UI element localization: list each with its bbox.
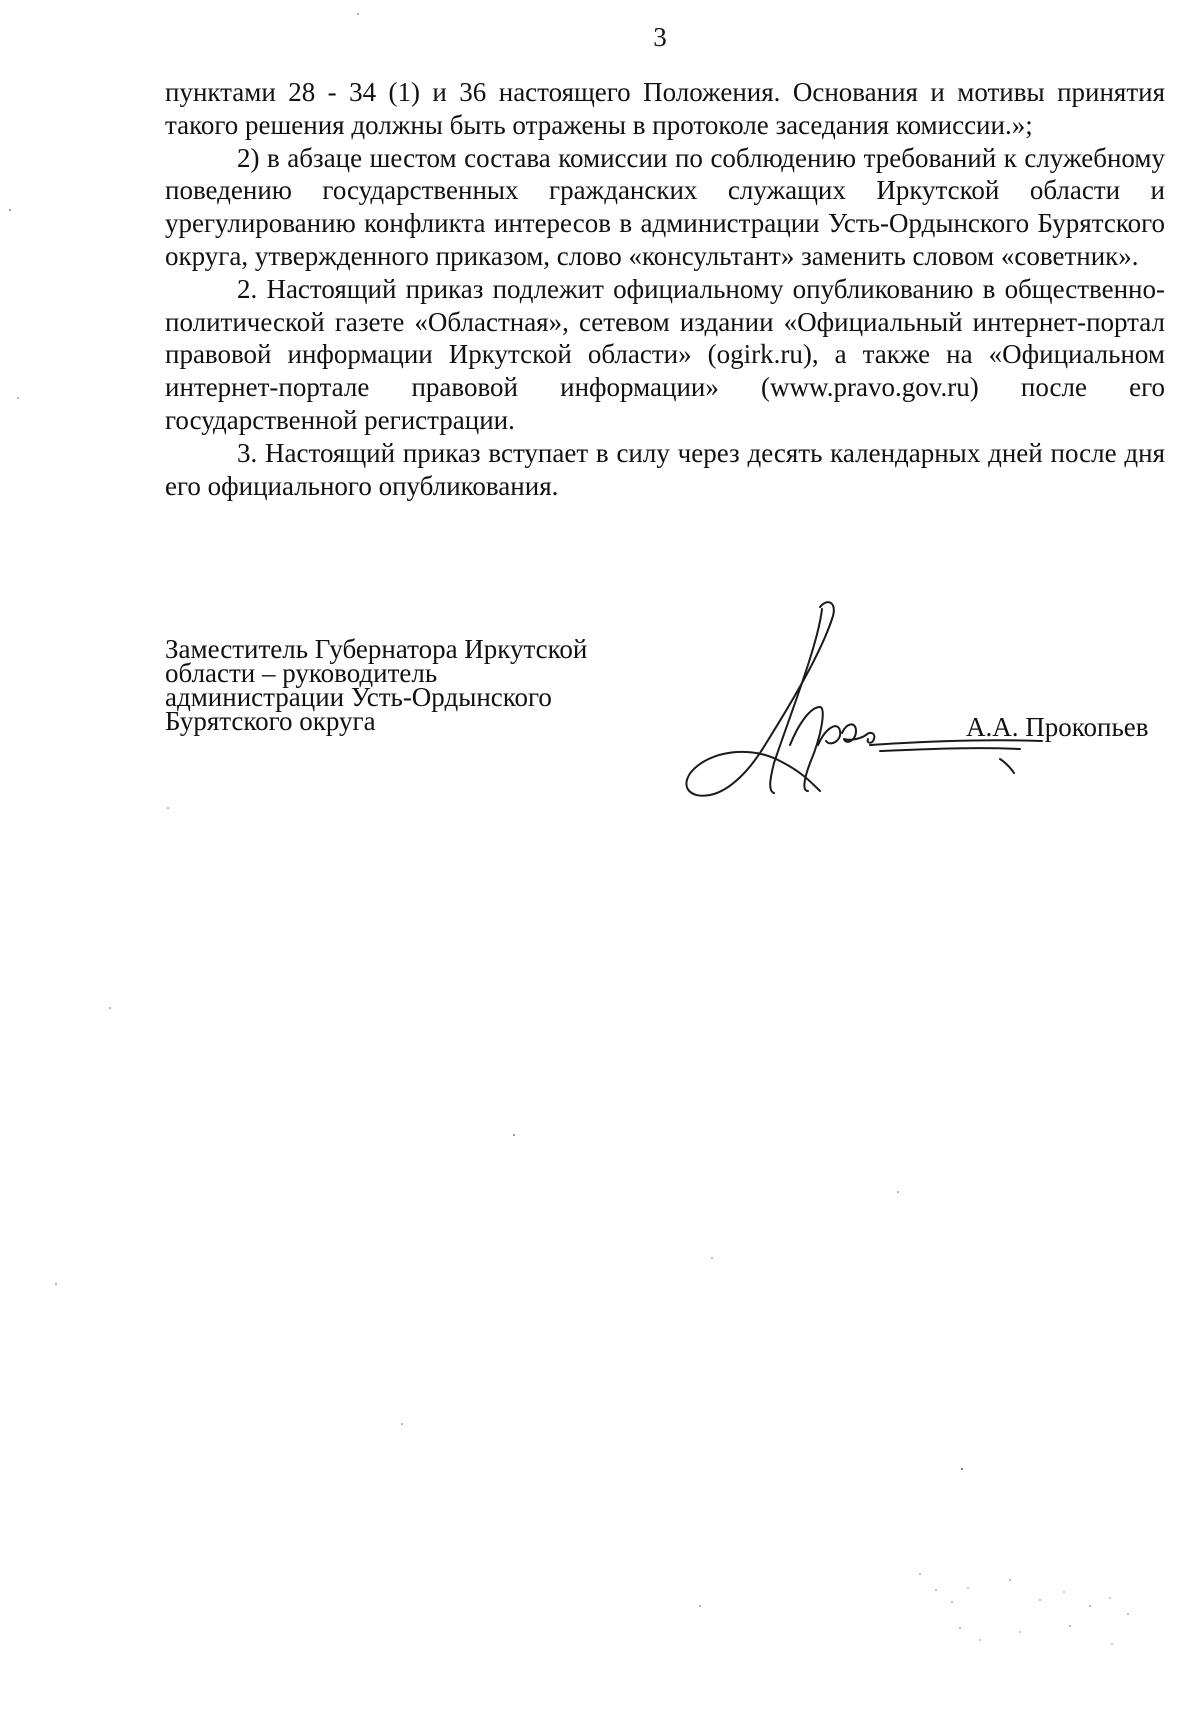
signatory-title xyxy=(165,634,588,736)
signatory-name: А.А. Прокопьев xyxy=(966,712,1149,742)
signatory-title-line: Бурятского округа xyxy=(165,706,376,736)
paragraph-item-2: 2. Настоящий приказ подлежит официальному опубликованию в общественно-политической газете «Областная», сетевом издании «Официальный интернет-портал правовой информации Иркутской области» (ogirk.ru), а также на «Официальном интернет-портале правовой информации» (www.pravo.gov.ru) после его государственной регистрации. xyxy=(165,273,1165,435)
paragraph-item-2-sub: 2) в абзаце шестом состава комиссии по соблюдению требований к служебному поведению государственных гражданских служащих Иркутской области и урегулированию конфликта интересов в администрации Усть-Ордынского Бурятского округа, утвержденного приказом, слово «консультант» заменить словом «советник». xyxy=(165,142,1165,271)
handwritten-signature-icon xyxy=(670,595,1050,815)
document-body xyxy=(165,76,1165,502)
signatory-title-line: администрации Усть-Ордынского xyxy=(165,682,552,712)
paragraph-continuation: пунктами 28 - 34 (1) и 36 настоящего Положения. Основания и мотивы принятия такого решения должны быть отражены в протоколе заседания комиссии.»; xyxy=(165,77,1165,140)
paragraph-item-3: 3. Настоящий приказ вступает в силу через десять календарных дней после дня его официального опубликования. xyxy=(165,437,1165,501)
signatory-title-line: области – руководитель xyxy=(165,658,438,688)
page-number: 3 xyxy=(653,22,667,52)
signatory-title-line: Заместитель Губернатора Иркутской xyxy=(165,634,588,664)
